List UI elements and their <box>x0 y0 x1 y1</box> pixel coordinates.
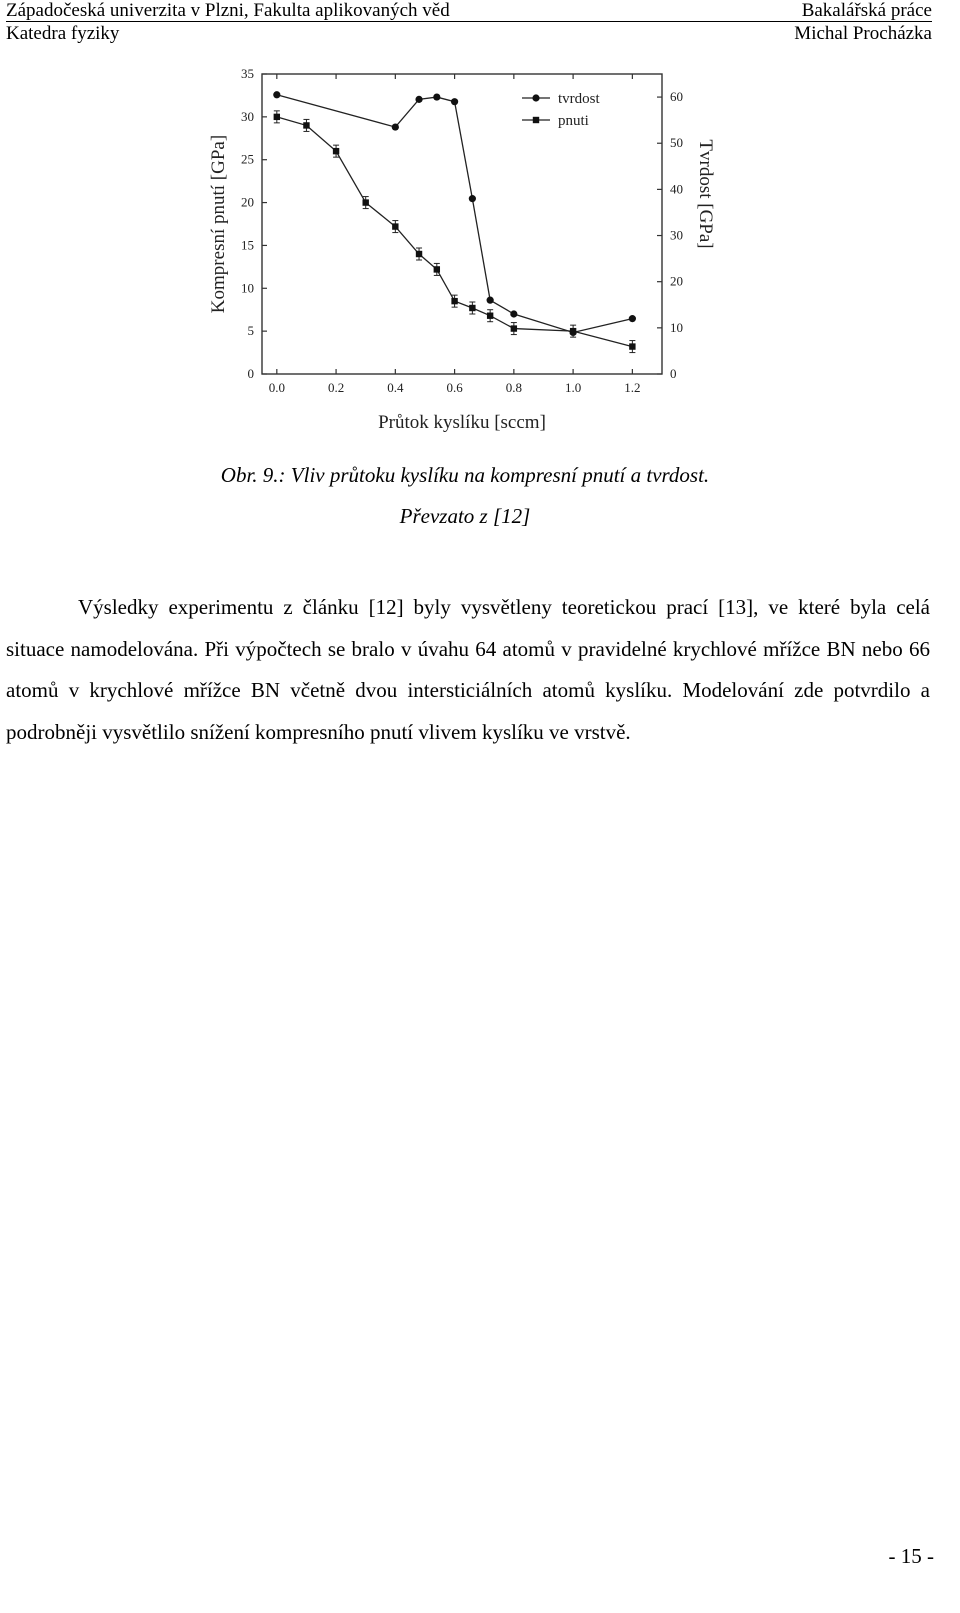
x-tick-label: 0.6 <box>446 380 463 395</box>
data-point-tvrdost <box>415 96 422 103</box>
page-number: - 15 - <box>888 1544 934 1568</box>
data-point-pnuti <box>333 148 339 154</box>
y-left-tick-label: 0 <box>247 366 254 381</box>
data-point-tvrdost <box>487 297 494 304</box>
legend-marker-pnuti <box>533 117 539 123</box>
y-right-tick-label: 40 <box>670 181 683 197</box>
x-tick-label: 0.2 <box>327 380 345 395</box>
x-tick-label: 0.8 <box>505 380 522 395</box>
y-left-tick-label: 35 <box>241 66 254 81</box>
y-right-tick-label: 10 <box>670 319 683 335</box>
data-point-pnuti <box>392 223 398 229</box>
x-tick-label: 1.0 <box>564 380 582 395</box>
data-point-tvrdost <box>392 123 399 130</box>
y-left-tick-label: 5 <box>247 323 254 339</box>
y-right-tick-label: 30 <box>670 227 683 243</box>
legend-label-pnuti: pnuti <box>558 113 589 129</box>
y-left-tick-label: 30 <box>241 108 254 124</box>
x-axis-title: Průtok kyslíku [sccm] <box>378 412 546 433</box>
series-line-pnuti <box>277 117 633 347</box>
y-right-axis-title: Tvrdost [GPa] <box>695 139 716 249</box>
header-university: Západočeská univerzita v Plzni, Fakulta aplikovaných věd <box>6 0 450 21</box>
y-left-axis-title: Kompresní pnutí [GPa] <box>208 134 229 314</box>
data-point-pnuti <box>434 266 440 272</box>
data-point-pnuti <box>451 298 457 304</box>
header-author: Michal Procházka <box>794 23 932 44</box>
data-point-pnuti <box>274 114 280 120</box>
x-tick-label: 0.0 <box>268 380 285 395</box>
figure-source: Převzato z [12] <box>399 504 531 528</box>
data-point-pnuti <box>629 343 635 349</box>
data-point-pnuti <box>511 325 517 331</box>
data-point-tvrdost <box>629 315 636 322</box>
y-left-tick-label: 20 <box>241 194 254 210</box>
x-tick-label: 1.2 <box>624 380 641 395</box>
body-text: Výsledky experimentu z článku [12] byly vysvětleny teoretickou prací [13], ve které byla celá situace namodelována. Při výpočtech se bralo v úvahu 64 atomů v pravidelné krychlové mřížce BN nebo 66 atomů v krychlové mřížce BN včetně dvou intersticiálních atomů kyslíku. Modelování zde potvrdilo a podrobněji vysvětlilo snížení kompresního pnutí vlivem kyslíku ve vrstvě. <box>6 595 930 744</box>
y-right-tick-label: 50 <box>670 135 683 151</box>
data-point-pnuti <box>469 305 475 311</box>
plot-frame <box>262 74 662 374</box>
data-point-tvrdost <box>451 98 458 105</box>
body-paragraph <box>6 587 930 753</box>
data-point-pnuti <box>416 251 422 257</box>
data-point-pnuti <box>303 122 309 128</box>
x-tick-label: 0.4 <box>387 380 404 395</box>
data-point-tvrdost <box>510 310 517 317</box>
y-right-tick-label: 20 <box>670 273 683 289</box>
y-right-tick-label: 0 <box>670 366 677 381</box>
header-department: Katedra fyziky <box>6 23 120 44</box>
data-point-tvrdost <box>433 93 440 100</box>
y-right-tick-label: 60 <box>670 89 683 105</box>
data-point-pnuti <box>363 199 369 205</box>
data-point-pnuti <box>570 328 576 334</box>
y-left-tick-label: 15 <box>241 237 254 253</box>
header-rule <box>6 21 932 22</box>
data-point-tvrdost <box>469 195 476 202</box>
data-point-pnuti <box>487 313 493 319</box>
figure-caption: Obr. 9.: Vliv průtoku kyslíku na kompresní pnutí a tvrdost. <box>220 463 710 487</box>
y-left-tick-label: 25 <box>241 151 254 167</box>
figure-chart <box>200 66 730 446</box>
legend-label-tvrdost: tvrdost <box>558 91 600 107</box>
data-point-tvrdost <box>273 91 280 98</box>
legend-marker-tvrdost <box>532 94 539 101</box>
y-left-tick-label: 10 <box>241 280 254 296</box>
header-thesis-type: Bakalářská práce <box>801 0 932 21</box>
